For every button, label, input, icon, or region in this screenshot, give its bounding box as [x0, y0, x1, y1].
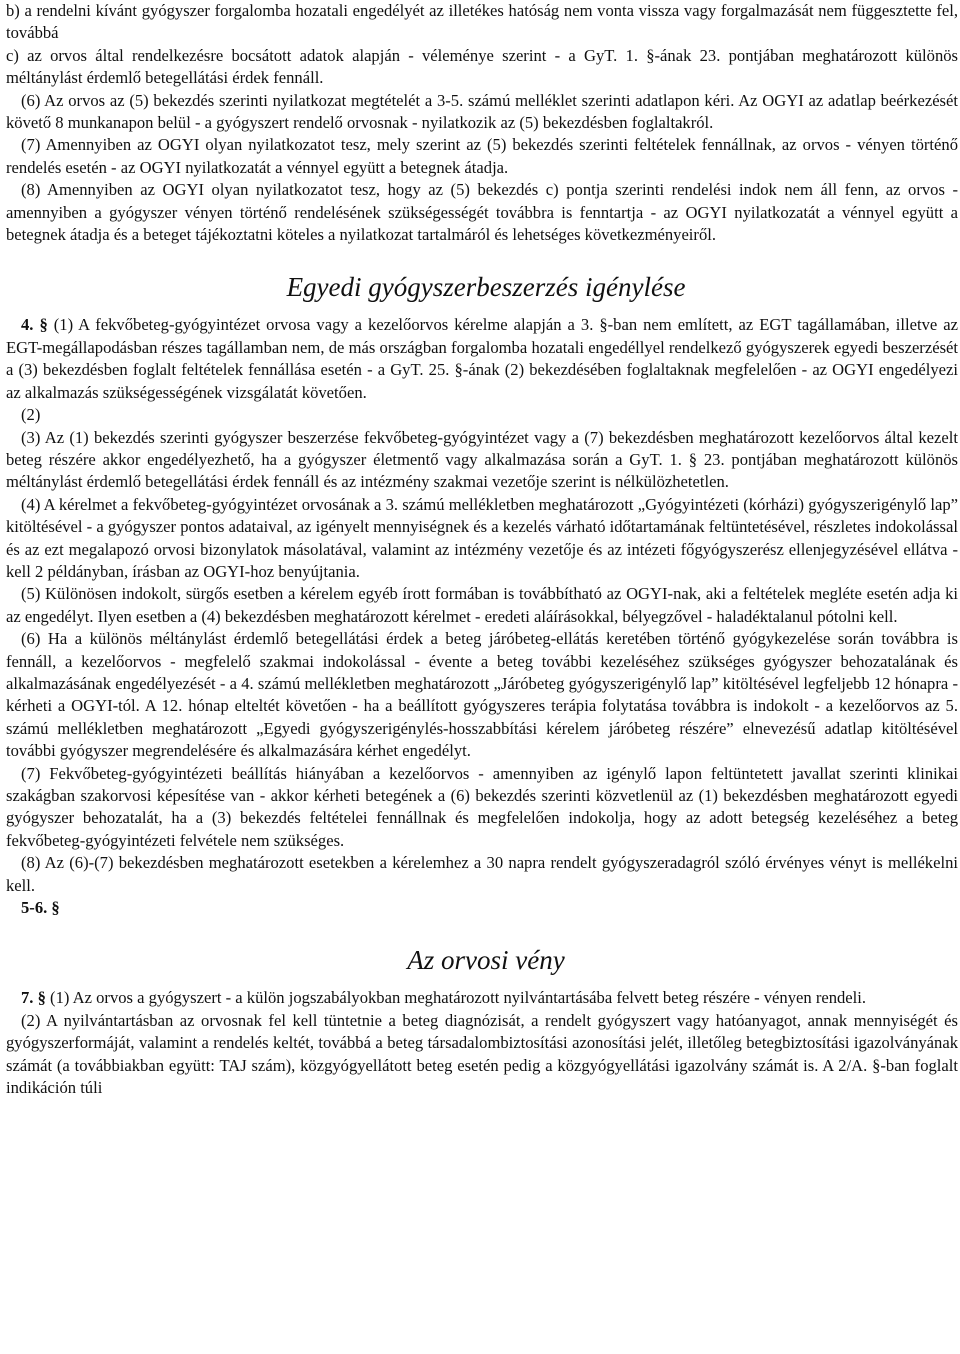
paragraph-7-1-text: (1) Az orvos a gyógyszert - a külön jogszabályokban meghatározott nyilvántartásába felvett beteg részére - vényen rendeli. [45, 988, 867, 1008]
paragraph-7: (7) Amennyiben az OGYI olyan nyilatkozatot tesz, mely szerint az (5) bekezdés szerinti feltételek fennállnak, az orvos - vényen történő rendelés esetén - az OGYI nyilatkozatát a vénnyel együtt a betegnek átadja. [6, 135, 958, 177]
paragraph-4-3: (3) Az (1) bekezdés szerinti gyógyszer beszerzése fekvőbeteg-gyógyintézet vagy a (7) bekezdésben meghatározott kezelőorvos által kezelt beteg részére akkor engedélyezhető, ha a gyógyszer életmentő vagy alkalmazása során a GyT. 1. § 23. pontjában meghatározott különös méltánylást érdemlő betegellátási érdek fennáll és az intézmény szakmai vezetője szerint is nélkülözhetetlen. [6, 427, 958, 492]
section-number-5-6 [6, 897, 958, 919]
section-number-4: 4. § [21, 315, 48, 335]
paragraph-7-1 [6, 987, 958, 1009]
section-title-egyedi: Egyedi gyógyszerbeszerzés igénylése [286, 272, 686, 303]
paragraph-4-1 [6, 314, 958, 404]
paragraph-c: c) az orvos által rendelkezésre bocsátott adatok alapján - véleménye szerint - a GyT. 1. §-ának 23. pontjában meghatározott különös méltánylást érdemlő betegellátási érdek fennáll. [6, 45, 958, 88]
paragraph-4-5: (5) Különösen indokolt, sürgős esetben a kérelem egyéb írott formában is továbbítható az OGYI-nak, aki a feltételek megléte esetén adja ki az engedélyt. Ilyen esetben a (4) bekezdésben meghatározott kérelmet - eredeti aláírásokkal, bélyegzővel - haladéktalanul pótolni kell. [6, 584, 958, 626]
paragraph-4-7: (7) Fekvőbeteg-gyógyintézeti beállítás hiányában a kezelőorvos - amennyiben az igénylő lapon feltüntetett javallat szerinti klinikai szakágban szakorvosi képesítése van - akkor kérheti betegének a (6) bekezdés szerinti közvetlenül az (1) bekezdésben meghatározott egyedi gyógyszer behozatalát, ha a (3) bekezdés feltételei fennállnak és megfelelően indokolja, hogy az adott betegség kezeléséhez a beteg fekvőbeteg-gyógyintézeti felvétele nem szükséges. [6, 763, 958, 850]
paragraph-7-2: (2) A nyilvántartásban az orvosnak fel kell tüntetnie a beteg diagnózisát, a rendelt gyógyszert vagy hatóanyagot, annak mennyiségét és gyógyszerformáját, valamint a rendelés keltét, továbbá a beteg társadalombiztosítási azonosítási jelét, illetőleg betegbiztosítási igazolványának számát (a továbbiakban együtt: TAJ szám), közgyógyellátott beteg esetén pedig a közgyógyellátási igazolvány számát is. A 2/A. §-ban foglalt indikáción túli [6, 1010, 958, 1098]
paragraph-8: (8) Amennyiben az OGYI olyan nyilatkozatot tesz, hogy az (5) bekezdés c) pontja szerinti rendelési indok nem áll fenn, az orvos - amennyiben a gyógyszer vényen történő rendelésének szükségességét továbbra is fenntartja - az OGYI nyilatkozatát a vénnyel együtt a betegnek átadja és a beteget tájékoztatni köteles a nyilatkozat tartalmáról és lehetséges következményeiről. [6, 180, 958, 245]
paragraph-4-4: (4) A kérelmet a fekvőbeteg-gyógyintézet orvosának a 3. számú mellékletben meghatározott „Gyógyintézeti (kórházi) gyógyszerigénylő lap” kitöltésével - a gyógyszer pontos adataival, az igényelt mennyiségnek és a kezelés várható időtartamának feltüntetésével, részletes indokolással és az ezt megalapozó orvosi bizonylatok másolatával, valamint az intézmény vezetője és az intézeti főgyógyszerész ellenjegyzésével ellátva - kell 2 példányban, írásban az OGYI-hoz benyújtania. [6, 494, 958, 581]
paragraph-4-8: (8) Az (6)-(7) bekezdésben meghatározott esetekben a kérelemhez a 30 napra rendelt gyógyszeradagról szóló érvényes vényt is mellékelni kell. [6, 853, 958, 895]
paragraph-4-1-text: (1) A fekvőbeteg-gyógyintézet orvosa vagy a kezelőorvos kérelme alapján a 3. §-ban nem említett, az EGT tagállamában, illetve az EGT-megállapodásban részes tagállamban nem, de más országban forgalomba hozatali engedéllyel rendelkező gyógyszerek egyedi beszerzését a (3) bekezdésben foglalt feltételek fennállása esetén - a GyT. 25. §-ának (2) bekezdésében foglaltaknak megfelelően - az OGYI engedélyezi az alkalmazás szükségességének vizsgálatát követően. [6, 315, 959, 402]
paragraph-4-6: (6) Ha a különös méltánylást érdemlő betegellátási érdek a beteg járóbeteg-ellátás keretében történő gyógykezelése során továbbra is fennáll, a kezelőorvos - megfelelő szakmai indokolással - évente a beteg további kezeléséhez szükséges gyógyszer behozatalának és alkalmazásának engedélyezését - a 4. számú mellékletben meghatározott „Járóbeteg gyógyszerigénylő lap” kitöltésével legfeljebb 12 hónapra - kérheti a OGYI-tól. A 12. hónap elteltét követően - ha a beállított gyógyszeres terápia folytatása továbbra is indokolt - a kezelőorvos az 5. számú mellékletben meghatározott „Egyedi gyógyszerigénylés-hosszabbítási kérelem járóbeteg részére” elnevezésű adatlap kitöltésével további gyógyszer megrendelésére és alkalmazására kérhet engedélyt. [6, 629, 958, 761]
section-number-7: 7. § [21, 988, 46, 1008]
paragraph-b: b) a rendelni kívánt gyógyszer forgalomba hozatali engedélyét az illetékes hatóság nem vonta vissza vagy forgalmazását nem függesztette fel, továbbá [6, 1, 958, 43]
paragraph-6: (6) Az orvos az (5) bekezdés szerinti nyilatkozat megtételét a 3-5. számú melléklet szerinti adatlapon kéri. Az OGYI az adatlap beérkezését követő 8 munkanapon belül - a gyógyszert rendelő orvosnak - nyilatkozik az (5) bekezdésben foglaltakról. [6, 90, 958, 133]
document-page [6, 0, 958, 1099]
section-title-vény: Az orvosi vény [407, 945, 565, 976]
section-number-5-6-label: 5-6. § [21, 898, 60, 918]
paragraph-4-2: (2) [21, 405, 41, 425]
